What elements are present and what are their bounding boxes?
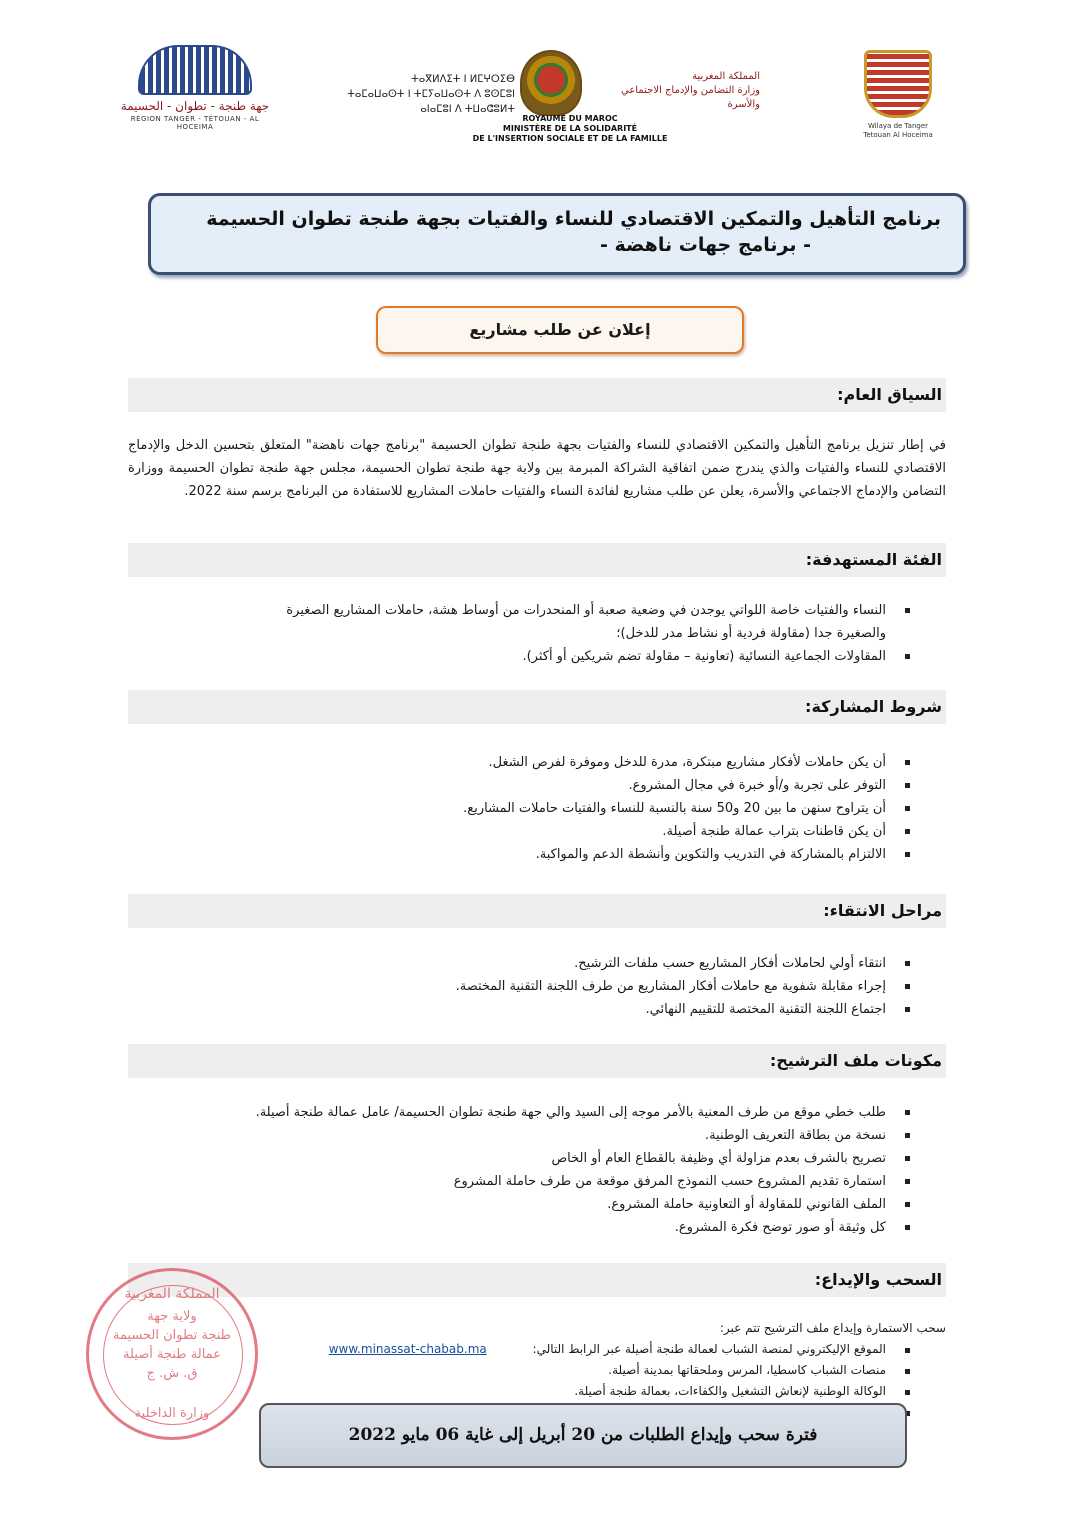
list-item: الموقع الإليكتروني لمنصة الشباب لعمالة طنجة أصيلة عبر الرابط التالي: www.minassat-chabab.ma — [128, 1339, 946, 1360]
target-list — [128, 599, 946, 668]
list-item: كل وثيقة أو صور توضح فكرة المشروع. — [128, 1216, 946, 1239]
wilaya-logo — [852, 50, 944, 140]
list-item: انتقاء أولي لحاملات أفكار المشاريع حسب ملفات الترشيح. — [128, 952, 946, 975]
submission-period-banner: فترة سحب وإيداع الطلبات من 20 أبريل إلى غاية 06 مايو 2022 — [259, 1403, 907, 1468]
submission-intro: سحب الاستمارة وإيداع ملف الترشيح تتم عبر: — [719, 1321, 946, 1335]
list-item: تصريح بالشرف بعدم مزاولة أي وظيفة بالقطاع العام أو الخاص — [128, 1147, 946, 1170]
selection-list — [128, 952, 946, 1021]
list-item: أن يكن قاطنات بتراب عمالة طنجة أصيلة. — [128, 820, 946, 843]
program-title: برنامج التأهيل والتمكين الاقتصادي للنساء والفتيات بجهة طنجة تطوان الحسيمة — [206, 208, 941, 230]
list-item: الالتزام بالمشاركة في التدريب والتكوين وأنشطة الدعم والمواكبة. — [128, 843, 946, 866]
french-ministry-name: ROYAUME DU MAROC MINISTÈRE DE LA SOLIDARITÉ DE L'INSERTION SOCIALE ET DE LA FAMILLE — [472, 114, 668, 143]
list-item: نسخة من بطاقة التعريف الوطنية. — [128, 1124, 946, 1147]
conditions-list — [128, 751, 946, 866]
list-item: النساء والفتيات خاصة اللواتي يوجدن في وضعية صعبة أو المنحدرات من أوساط هشة، حاملات المشاريع الصغيرة — [128, 599, 946, 622]
section-heading-conditions: شروط المشاركة: — [128, 690, 946, 724]
arabic-ministry-name: المملكة المغربية وزارة التضامن والإدماج الاجتماعي والأسرة — [620, 71, 760, 110]
list-item: إجراء مقابلة شفوية مع حاملات أفكار المشاريع من طرف اللجنة التقنية المختصة. — [128, 975, 946, 998]
section-heading-selection: مراحل الانتقاء: — [128, 894, 946, 928]
file-list — [128, 1101, 946, 1239]
program-subtitle: - برنامج جهات ناهضة - — [599, 234, 811, 256]
wilaya-logo-text: Wilaya de Tanger Tetouan Al Hoceima — [863, 122, 933, 139]
context-paragraph: في إطار تنزيل برنامج التأهيل والتمكين الاقتصادي للنساء والفتيات بجهة طنجة تطوان الحسيمة "برنامج جهات ناهضة" المتعلق بتحسين الدخل والإدماج الاقتصادي للنساء والفتيات والذي يندرج ضمن اتفاقية الشراكة المبرمة بين ولاية جهة طنجة تطوان الحسيمة، مجلس جهة طنجة تطوان الحسيمة ووزارة التضامن والإدماج الاجتماعي والأسرة، يعلن عن طلب مشاريع لفائدة النساء والفتيات حاملات المشاريع للاستفادة من البرنامج برسم سنة 2022. — [128, 438, 946, 499]
region-logo — [120, 45, 270, 135]
section-heading-target: الفئة المستهدفة: — [128, 543, 946, 577]
list-item: الملف القانوني للمقاولة أو التعاونية حاملة المشروع. — [128, 1193, 946, 1216]
list-item: والصغيرة جدا (مقاولة فردية أو نشاط مدر للدخل)؛ — [616, 626, 886, 641]
section-heading-submission: السحب والإيداع: — [128, 1263, 946, 1297]
official-stamp: المملكة المغربية ولاية جهة طنجة تطوان الحسيمة عمالة طنجة أصيلة ق. ش. ج وزارة الداخلية — [86, 1268, 258, 1440]
announcement-title: إعلان عن طلب مشاريع — [376, 306, 744, 354]
wilaya-emblem-icon — [864, 50, 932, 118]
tifinagh-ministry-name: ⵜⴰⴳⵍⴷⵉⵜ ⵏ ⵍⵎⵖⵔⵉⴱ ⵜⴰⵎⴰⵡⴰⵙⵜ ⵏ ⵜⵎⵢⴰⵡⴰⵙⵜ ⴷ ⵓⵙⵎⵓⵏ ⴰⵏⴰⵎⵓⵏ ⴷ ⵜⵡⴰⵛⵓⵍⵜ — [347, 74, 515, 115]
list-item: المقاولات الجماعية النسائية (تعاونية – مقاولة تضم شريكين أو أكثر). — [128, 645, 946, 668]
minassat-chabab-link[interactable]: www.minassat-chabab.ma — [328, 1342, 487, 1356]
list-item: منصات الشباب كاسطيا، المرس وملحقاتها بمدينة أصيلة. — [128, 1360, 946, 1381]
list-item: اجتماع اللجنة التقنية المختصة للتقييم النهائي. — [128, 998, 946, 1021]
royal-coat-of-arms-icon — [520, 50, 582, 116]
list-item: الوكالة الوطنية لإنعاش التشغيل والكفاءات، بعمالة طنجة أصيلة. — [128, 1381, 946, 1402]
section-heading-context: السياق العام: — [128, 378, 946, 412]
region-logo-arabic: جهة طنجة - تطوان - الحسيمة — [120, 99, 270, 113]
list-item: طلب خطي موقع من طرف المعنية بالأمر موجه إلى السيد والي جهة طنجة تطوان الحسيمة/ عامل عمالة طنجة أصيلة. — [128, 1101, 946, 1124]
section-heading-file: مكونات ملف الترشيح: — [128, 1044, 946, 1078]
region-logo-latin: RÉGION TANGER - TÉTOUAN - AL HOCEIMA — [130, 115, 260, 131]
region-emblem-icon — [138, 45, 252, 95]
list-item: استمارة تقديم المشروع حسب النموذج المرفق موقعة من طرف حاملة المشروع — [128, 1170, 946, 1193]
list-item: التوفر على تجربة و/أو خبرة في مجال المشروع. — [128, 774, 946, 797]
program-title-box — [148, 193, 966, 275]
list-item: أن يتراوح سنهن ما بين 20 و50 سنة بالنسبة للنساء والفتيات حاملات المشاريع. — [128, 797, 946, 820]
list-item: أن يكن حاملات لأفكار مشاريع مبتكرة، مدرة للدخل وموفرة لفرص الشغل. — [128, 751, 946, 774]
